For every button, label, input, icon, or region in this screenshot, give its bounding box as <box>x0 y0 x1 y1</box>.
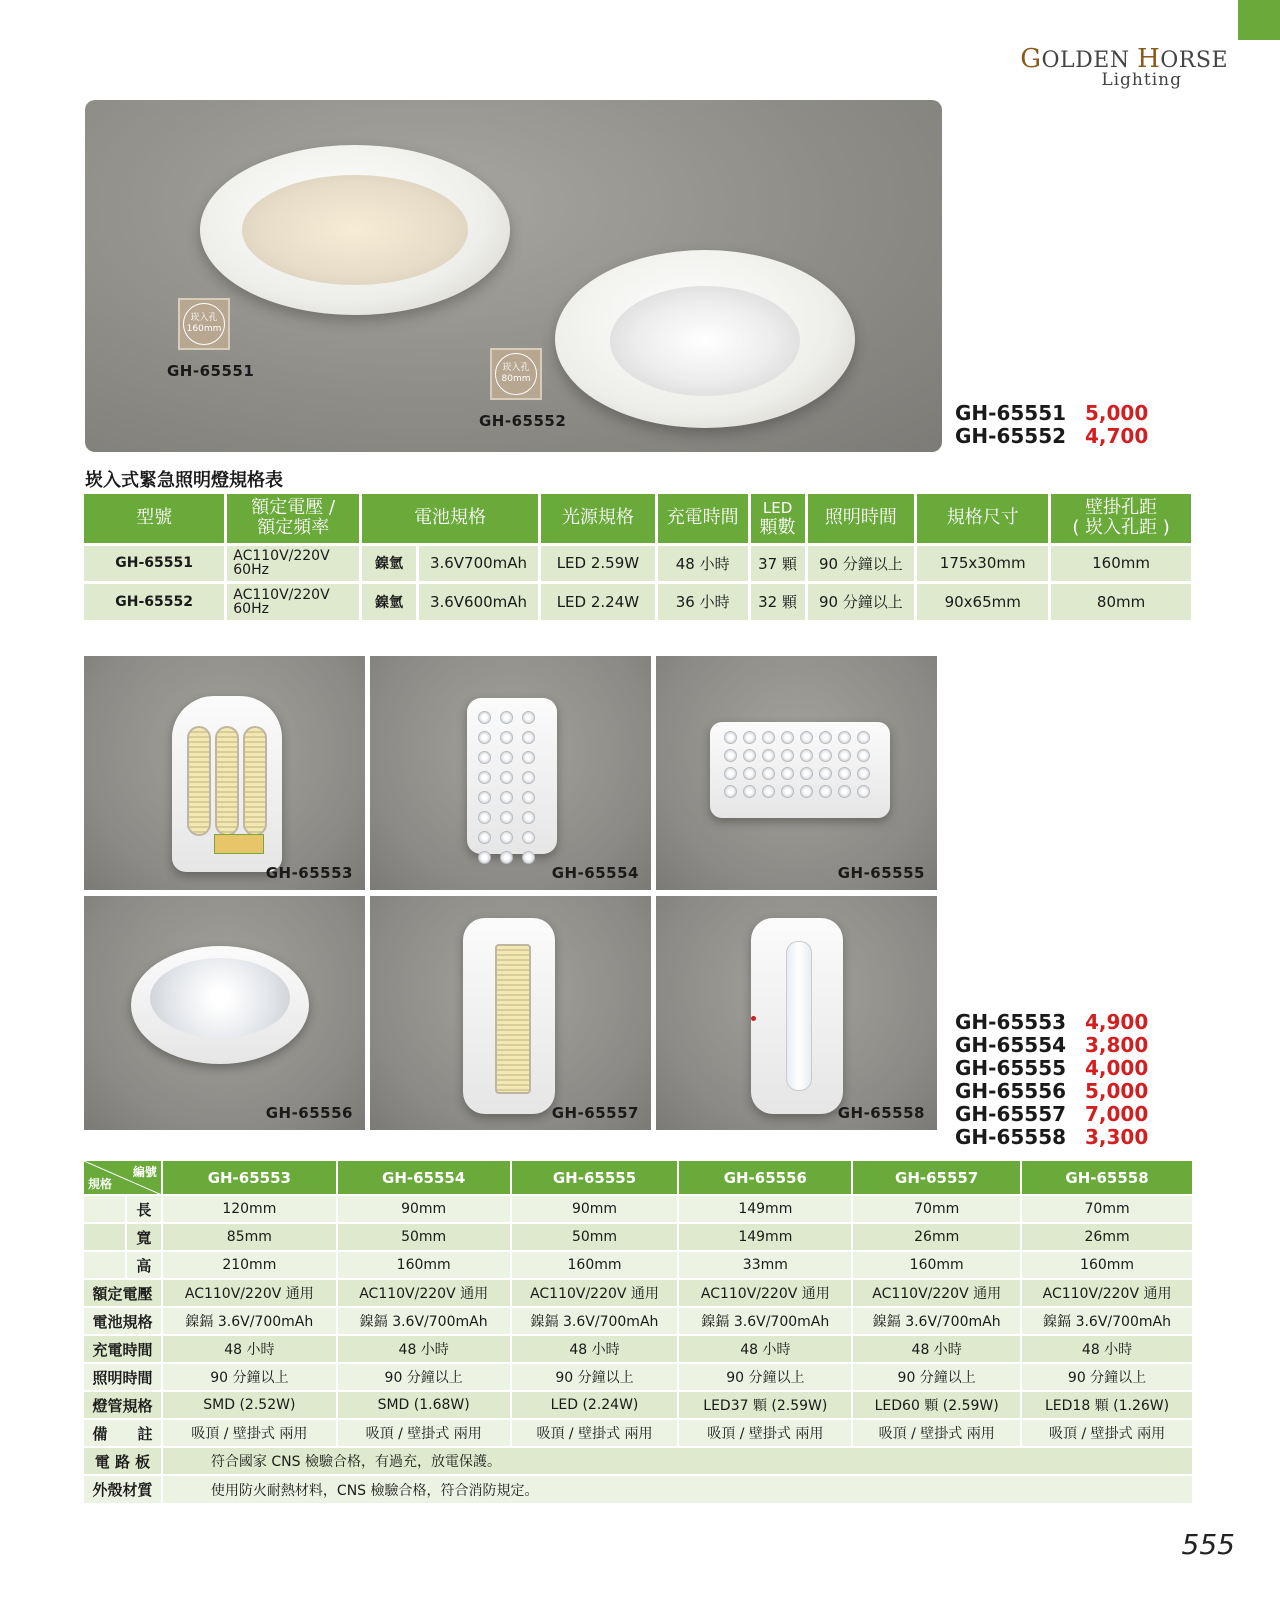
tile-label: GH-65553 <box>265 864 353 882</box>
led-strip <box>187 726 211 836</box>
table-row: 備 註 吸頂 / 壁掛式 兩用 吸頂 / 壁掛式 兩用 吸頂 / 壁掛式 兩用 吸頂 / 壁掛式 兩用 吸頂 / 壁掛式 兩用 吸頂 / 壁掛式 兩用 <box>84 1419 1193 1447</box>
price-list-top <box>955 402 1148 448</box>
recessed-lights-photo <box>85 100 942 452</box>
table-row: GH-65552 AC110V/220V 60Hz 鎳氫 3.6V600mAh LED 2.24W 36 小時 32 顆 90 分鐘以上 90x65mm 80mm <box>84 582 1193 620</box>
table-row: 外殼材質 使用防火耐熱材料，CNS 檢驗合格，符合消防規定。 <box>84 1475 1193 1503</box>
header-light: 光源規格 <box>539 494 656 544</box>
page-number: 555 <box>1181 1528 1235 1561</box>
price-list-bottom <box>955 1011 1148 1149</box>
product-spec-table <box>84 1161 1194 1503</box>
header-hole: 壁掛孔距 ( 崁入孔距 ) <box>1050 494 1193 544</box>
product-photo-65556 <box>84 896 365 1130</box>
table-row: 充電時間 48 小時 48 小時 48 小時 48 小時 48 小時 48 小時 <box>84 1335 1193 1363</box>
header-led: LED 顆數 <box>749 494 806 544</box>
table-corner-header: 編號 規格 <box>84 1161 162 1195</box>
price-row: GH-65552 4,700 <box>955 424 1149 448</box>
corner-tab <box>1238 0 1280 40</box>
table-row: 額定電壓 AC110V/220V 通用 AC110V/220V 通用 AC110V/220V 通用 AC110V/220V 通用 AC110V/220V 通用 AC110V/220V 通用 <box>84 1279 1193 1307</box>
header-size: 規格尺寸 <box>916 494 1050 544</box>
header-model: 型號 <box>84 494 226 544</box>
product-sticker <box>214 834 264 854</box>
price-row: GH-65558 3,300 <box>955 1125 1149 1149</box>
price-row: GH-65553 4,900 <box>955 1010 1149 1034</box>
product-photo-65557 <box>370 896 651 1130</box>
section-title: 崁入式緊急照明燈規格表 <box>85 470 283 491</box>
tile-label: GH-65555 <box>837 864 925 882</box>
product-photo-65555 <box>656 656 937 890</box>
led-grid <box>478 711 535 864</box>
status-led <box>751 1016 756 1021</box>
model-header: GH-65555 <box>511 1161 679 1195</box>
light-diffuser <box>786 941 812 1091</box>
brand-logo: GOLDEN HORSE Lighting <box>1020 44 1228 90</box>
table-row: 高 210mm 160mm 160mm 33mm 160mm 160mm <box>84 1251 1193 1279</box>
table-row: 寬 85mm 50mm 50mm 149mm 26mm 26mm <box>84 1223 1193 1251</box>
tile-label: GH-65558 <box>837 1104 925 1122</box>
price-row: GH-65555 4,000 <box>955 1056 1149 1080</box>
product-photo-65558 <box>656 896 937 1130</box>
table-row: 電池規格 鎳鎘 3.6V/700mAh 鎳鎘 3.6V/700mAh 鎳鎘 3.6V/700mAh 鎳鎘 3.6V/700mAh 鎳鎘 3.6V/700mAh 鎳鎘 3.6V/700mAh <box>84 1307 1193 1335</box>
header-voltage: 額定電壓 / 額定頻率 <box>226 494 361 544</box>
round-lens <box>150 958 290 1038</box>
header-battery: 電池規格 <box>361 494 540 544</box>
header-charge: 充電時間 <box>656 494 749 544</box>
price-row: GH-65557 7,000 <box>955 1102 1149 1126</box>
led-strip <box>215 726 239 836</box>
model-header: GH-65556 <box>678 1161 852 1195</box>
led-strip <box>243 726 267 836</box>
label-gh-65551: GH-65551 <box>167 362 255 380</box>
recessed-spec-table <box>84 494 1194 620</box>
tile-label: GH-65554 <box>551 864 639 882</box>
led-grid <box>724 731 870 798</box>
product-photo-65553 <box>84 656 365 890</box>
led-strip <box>495 944 531 1094</box>
price-row: GH-65551 5,000 <box>955 401 1149 425</box>
hole-size-badge-80: 崁入孔 80mm <box>490 348 542 400</box>
price-row: GH-65556 5,000 <box>955 1079 1149 1103</box>
tile-label: GH-65556 <box>265 1104 353 1122</box>
table-row: GH-65551 AC110V/220V 60Hz 鎳氫 3.6V700mAh LED 2.59W 48 小時 37 顆 90 分鐘以上 175x30mm 160mm <box>84 544 1193 582</box>
table-row: 長 120mm 90mm 90mm 149mm 70mm 70mm <box>84 1195 1193 1223</box>
recessed-light-65551 <box>200 145 510 315</box>
price-row: GH-65554 3,800 <box>955 1033 1149 1057</box>
label-gh-65552: GH-65552 <box>479 412 567 430</box>
table-row: 燈管規格 SMD (2.52W) SMD (1.68W) LED (2.24W) LED37 顆 (2.59W) LED60 顆 (2.59W) LED18 顆 (1.26W) <box>84 1391 1193 1419</box>
model-header: GH-65554 <box>337 1161 511 1195</box>
header-lighting: 照明時間 <box>806 494 916 544</box>
model-header: GH-65558 <box>1021 1161 1193 1195</box>
model-header: GH-65557 <box>852 1161 1021 1195</box>
table-row: 電 路 板 符合國家 CNS 檢驗合格，有過充，放電保護。 <box>84 1447 1193 1475</box>
product-photo-65554 <box>370 656 651 890</box>
hole-size-badge-160: 崁入孔 160mm <box>178 298 230 350</box>
table-row: 照明時間 90 分鐘以上 90 分鐘以上 90 分鐘以上 90 分鐘以上 90 分鐘以上 90 分鐘以上 <box>84 1363 1193 1391</box>
tile-label: GH-65557 <box>551 1104 639 1122</box>
recessed-light-65552 <box>555 250 855 428</box>
model-header: GH-65553 <box>162 1161 337 1195</box>
